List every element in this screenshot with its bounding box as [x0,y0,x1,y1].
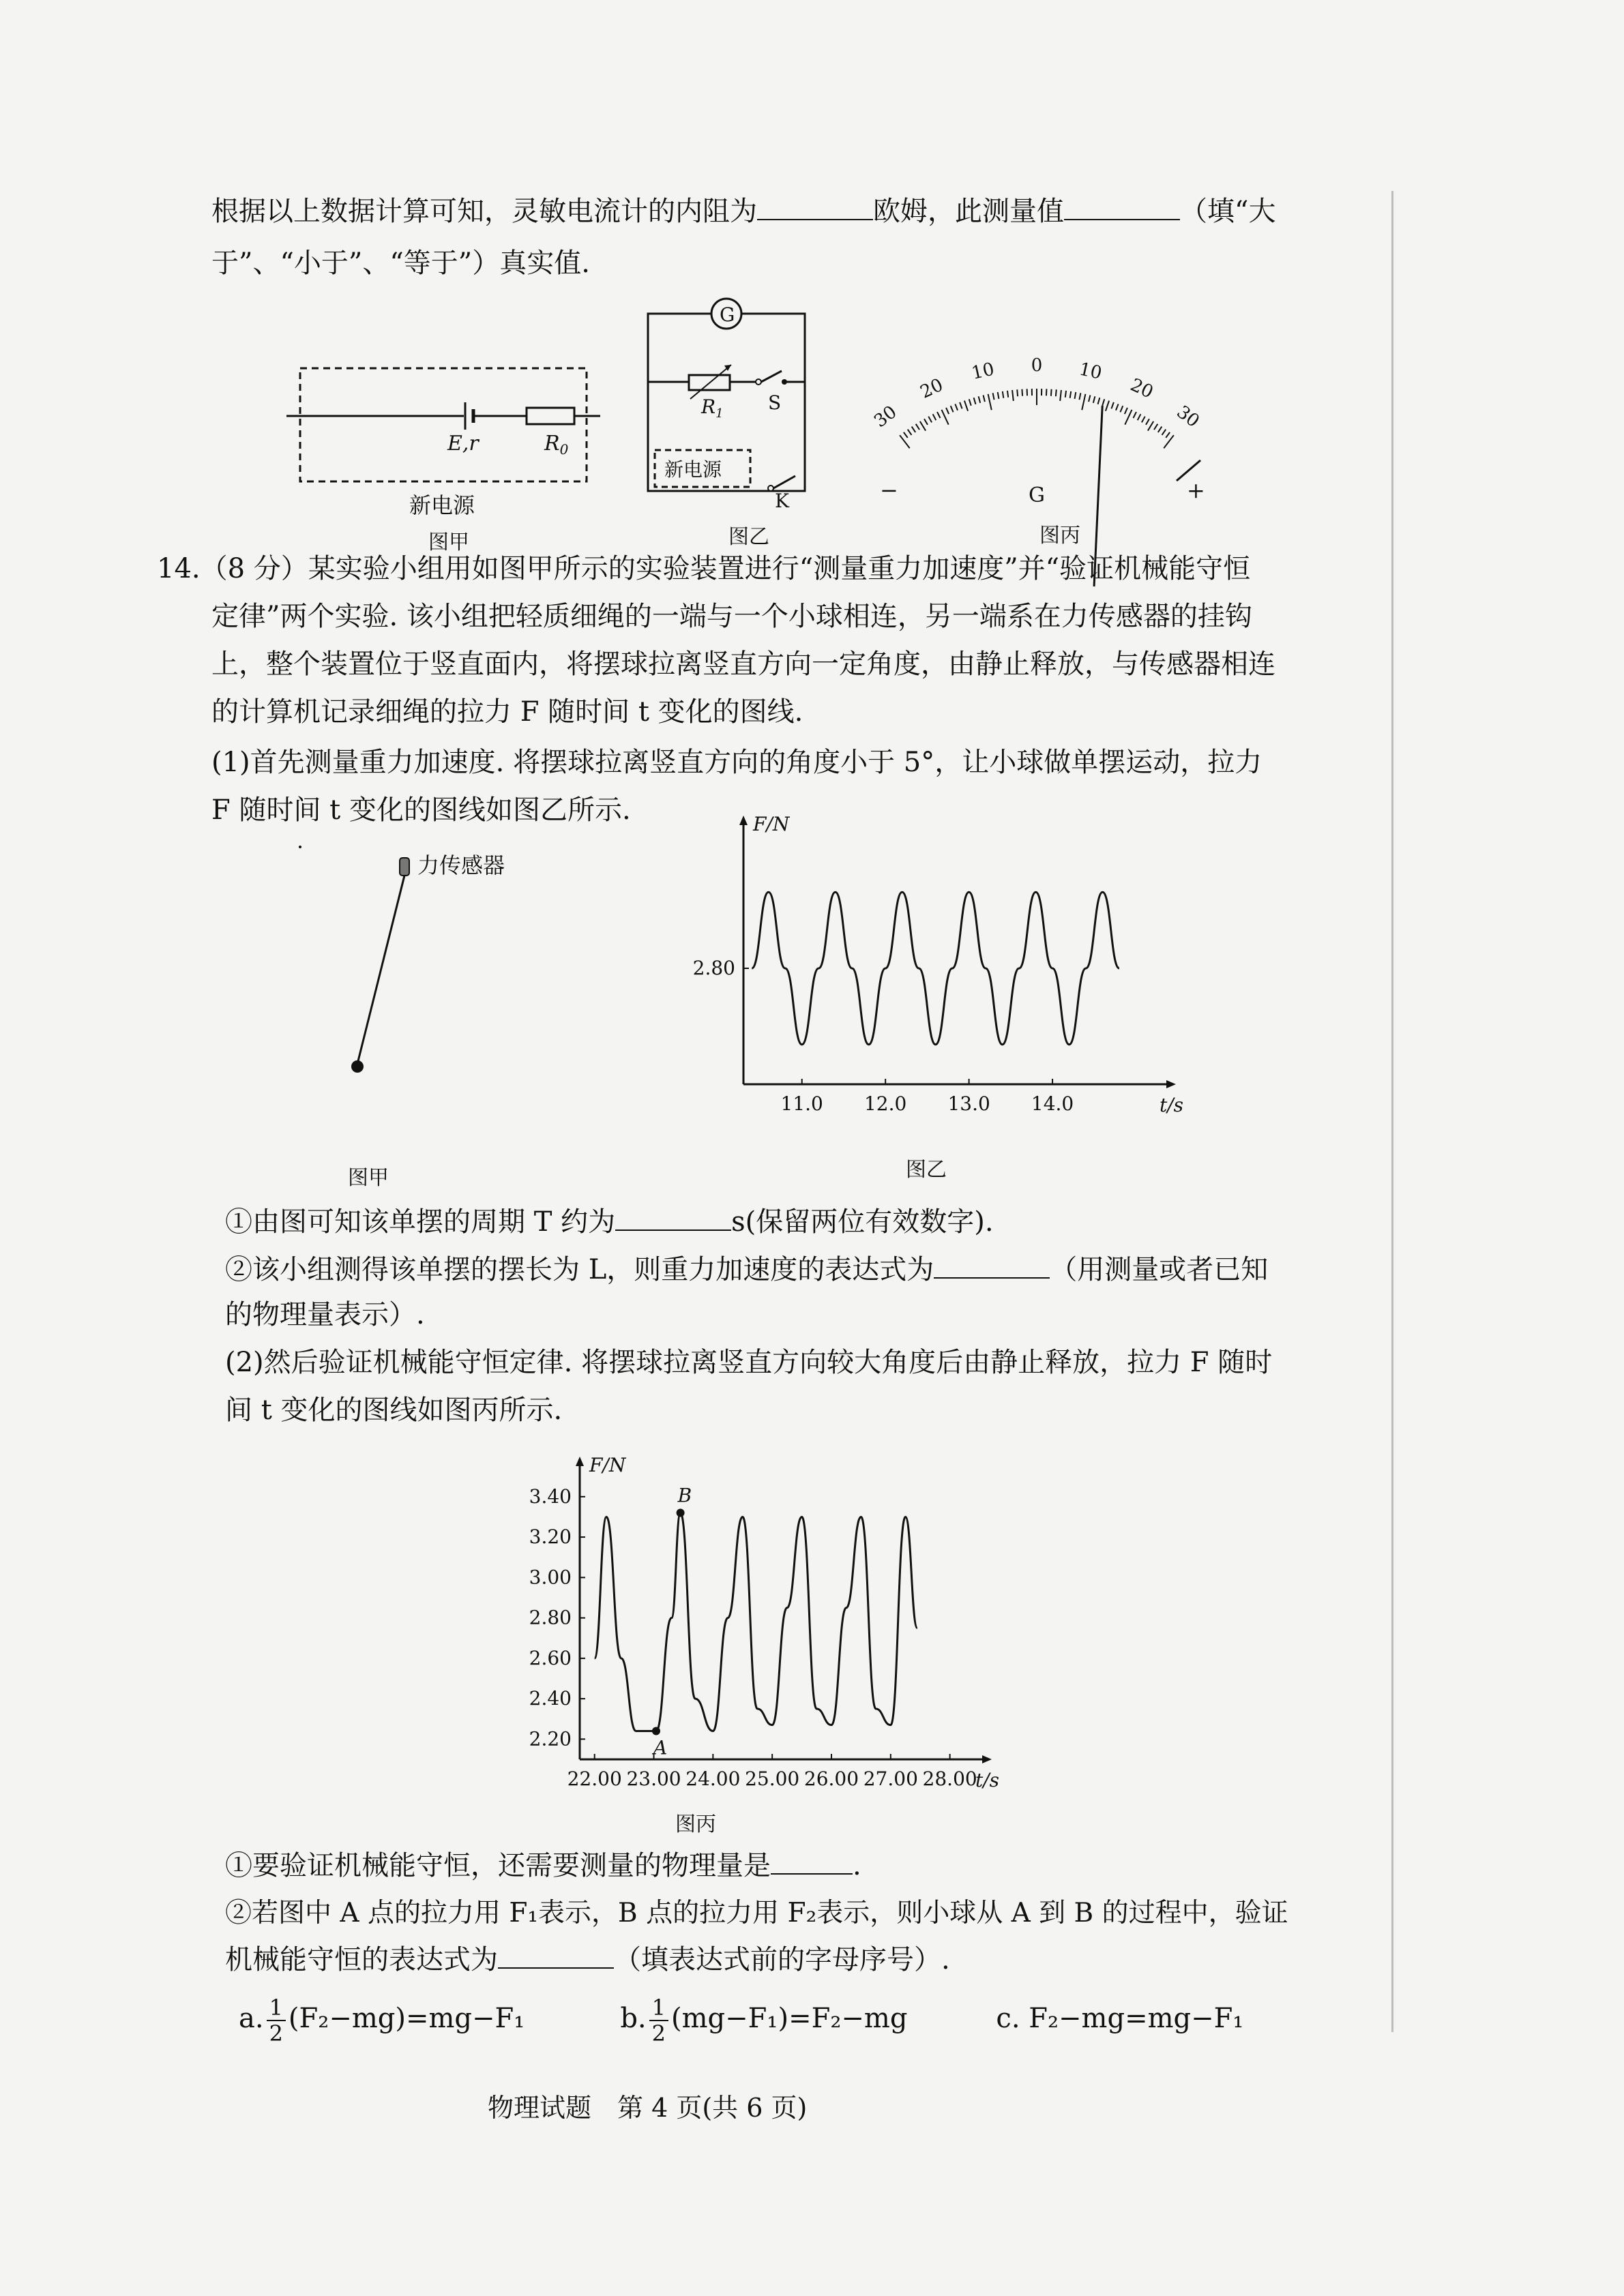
q14-options [239,1991,1243,2046]
dial-tick [1116,404,1119,410]
dial-tick [1134,412,1136,418]
dial-tick [933,414,936,420]
dial-tick [1051,389,1052,396]
galvanometer-g-label: G [720,303,735,326]
dial-tick [1070,391,1072,398]
y-axis-label: F/N [753,813,790,835]
dial-tick [1106,401,1109,411]
er-label: E,r [447,432,479,456]
answer-blank[interactable] [934,1251,1050,1279]
dial-tick [1146,419,1149,425]
dial-tick [998,392,999,399]
dial-tick [1125,408,1127,414]
q14-line3: 上，整个装置位于竖直面内，将摆球拉离竖直方向一定角度，由静止释放，与传感器相连 [211,648,1275,680]
dial-tick [1166,432,1170,438]
q14-p2-line2: 间 t 变化的图线如图丙所示. [225,1395,563,1426]
fraction-half: $\frac{1}{2}$ [649,1995,668,2046]
dial-tick [960,402,962,408]
q14-p1-line1: (1)首先测量重力加速度. 将摆球拉离竖直方向的角度小于 5°，让小球做单摆运动，拉力 [211,747,1263,778]
q13-line1: 根据以上数据计算可知，灵敏电流计的内阻为 欧姆，此测量值 （填“大 [211,192,1275,230]
y-tick-label: 3.20 [529,1525,572,1549]
x-tick-label: 24.00 [685,1768,741,1790]
answer-blank[interactable] [498,1941,614,1969]
y-tick-label: 3.40 [529,1485,572,1508]
answer-blank[interactable] [615,1204,731,1231]
dial-tick [1138,414,1141,420]
dial-tick [900,435,910,448]
dial-tick [1056,389,1057,396]
fig-yi-circuit [641,286,818,512]
dial-tick [1075,392,1076,399]
fig-jia-power-source [286,355,600,518]
dial-tick [928,417,932,423]
dial-tick [1098,398,1100,404]
dial-tick [984,395,985,402]
dial-g-label: G [1029,483,1045,507]
x-axis-label: t/s [1160,1094,1184,1116]
y-axis-arrow [576,1457,584,1466]
dial-tick [969,399,971,406]
x-tick-label: 23.00 [626,1768,681,1790]
dial-tick [1060,390,1061,401]
dial-scale-label: 30 [870,402,901,432]
dial-tick [1158,427,1162,432]
chart-bing-caption: 图丙 [675,1813,716,1836]
r1-label: $R_1$ [701,396,724,421]
r0-label: $R_0$ [544,432,569,458]
dial-tick [1082,394,1085,410]
dial-tick [974,398,976,404]
answer-blank[interactable] [1064,193,1180,220]
dial-tick [1120,406,1123,412]
y-tick-label: 3.00 [529,1566,572,1589]
force-sensor-label: 力传感器 [417,852,505,878]
answer-blank[interactable] [771,1847,853,1875]
q14-q4-line1: ②若图中 A 点的拉力用 F₁表示，B 点的拉力用 F₂表示，则小球从 A 到 B 的过程中，验证 [225,1898,1288,1928]
y-tick-label: 2.60 [529,1646,572,1669]
dial-scale-label: 10 [1077,359,1104,384]
x-tick-label: 22.00 [567,1768,622,1790]
x-tick-label: 11.0 [780,1092,823,1115]
dial-scale-label: 30 [1172,402,1203,432]
x-tick-label: 25.00 [745,1768,800,1790]
q14-q2: ②该小组测得该单摆的摆长为 L，则重力加速度的表达式为 （用测量或者已知 [225,1251,1268,1289]
page-footer: 物理试题 第 4 页(共 6 页) [488,2093,808,2123]
switch-s-label: S [768,391,782,414]
dial-tick [916,424,919,430]
dial-tick [1148,421,1153,431]
y-tick-label: 2.80 [692,957,735,979]
dial-scale-label: 20 [1127,374,1157,403]
series-line [595,1513,917,1731]
x-axis-arrow [982,1755,992,1763]
dial-tick [955,404,958,410]
dial-tick [912,427,916,432]
x-axis-arrow [1166,1080,1176,1088]
dial-tick [1003,391,1004,398]
option-b[interactable]: b. $\frac{1}{2}$ (mg−F₁)=F₂−mg [620,1995,908,2046]
point-label: A [653,1736,668,1759]
fig-jia-top-caption: 图甲 [428,531,469,554]
point-a [652,1727,660,1735]
fig-jia-caption: 图甲 [348,1166,389,1190]
fig-jia-pendulum [286,839,573,1098]
chart-yi-caption: 图乙 [906,1158,947,1182]
dial-tick [979,396,981,403]
y-axis-label: F/N [589,1454,626,1476]
dial-tick [1065,391,1066,398]
dial-tick [1093,396,1095,403]
plus-terminal-label: + [1187,477,1205,503]
dial-tick [1102,399,1104,406]
y-axis-arrow [739,816,748,825]
q14-p1-line2: F 随时间 t 变化的图线如图乙所示. [211,794,631,826]
dial-scale-label: 10 [969,359,996,384]
x-tick-label: 12.0 [863,1092,907,1115]
answer-blank[interactable] [757,193,873,220]
dial-tick [946,408,949,414]
dial-tick [1012,390,1014,401]
fig-bing-top-caption: 图丙 [1039,524,1080,548]
dial-tick [1017,389,1018,396]
q14-line2: 定律”两个实验. 该小组把轻质细绳的一端与一个小球相连，另一端系在力传感器的挂钩 [211,601,1252,632]
dial-tick [964,401,968,411]
q14-line1: 14.（8 分）某实验小组用如图甲所示的实验装置进行“测量重力加速度”并“验证机械能守恒 [157,553,1251,584]
x-tick-label: 14.0 [1031,1092,1074,1115]
dial-tick [1154,424,1157,430]
dial-tick [924,419,928,425]
option-a[interactable]: a. $\frac{1}{2}$ (F₂−mg)=mg−F₁ [239,1995,525,2046]
dial-tick [1162,430,1166,435]
dial-tick [951,406,954,412]
q14-q1: ①由图可知该单摆的周期 T 约为 s(保留两位有效数字). [225,1203,994,1241]
q14-q4-line2: 机械能守恒的表达式为 （填表达式前的字母序号）. [225,1941,950,1979]
x-tick-label: 28.00 [922,1768,977,1790]
q14-q2-line2: 的物理量表示）. [225,1299,425,1330]
dial-scale-label: 20 [917,374,947,403]
q14-q3: ①要验证机械能守恒，还需要测量的物理量是 . [225,1847,861,1885]
option-c[interactable]: c. F₂−mg=mg−F₁ [996,2003,1244,2034]
series-line [752,892,1119,1044]
fraction-half: $\frac{1}{2}$ [267,1995,286,2046]
y-tick-label: 2.40 [529,1687,572,1710]
dial-tick [1079,393,1080,400]
x-tick-label: 26.00 [803,1768,859,1790]
minus-terminal-label: − [880,477,898,503]
q14-p2-line1: (2)然后验证机械能守恒定律. 将摆球拉离竖直方向较大角度后由静止释放，拉力 F 随时 [225,1347,1273,1378]
dial-tick [937,412,940,418]
fig-bing-meter-dial [866,327,1207,505]
dial-tick [1142,417,1145,423]
x-tick-label: 13.0 [947,1092,990,1115]
dial-tick [1164,435,1174,448]
switch-k-label: K [775,490,789,512]
dial-scale-label: 0 [1031,355,1043,376]
point-b [677,1509,685,1517]
dial-tick [920,421,926,431]
y-tick-label: 2.80 [529,1606,572,1629]
fig-yi-top-caption: 图乙 [728,525,769,549]
dial-tick [1111,402,1113,408]
dial-tick [904,432,908,438]
q13-line2: 于”、“小于”、“等于”）真实值. [211,248,590,279]
power-source-label: 新电源 [409,492,475,518]
point-label: B [677,1484,692,1507]
dial-tick [1089,395,1090,402]
q14-line4: 的计算机记录细绳的拉力 F 随时间 t 变化的图线. [211,696,803,728]
yi-power-source-label: 新电源 [664,458,722,481]
chart-bing [505,1439,1050,1821]
x-axis-label: t/s [975,1769,1000,1791]
dial-tick [988,394,992,410]
dial-tick [1007,391,1008,398]
dial-tick [993,393,994,400]
page-edge-shadow [1391,191,1393,2032]
dial-tick [908,430,912,435]
chart-yi [682,813,1184,1146]
y-tick-label: 2.20 [529,1727,572,1750]
x-tick-label: 27.00 [863,1768,918,1790]
